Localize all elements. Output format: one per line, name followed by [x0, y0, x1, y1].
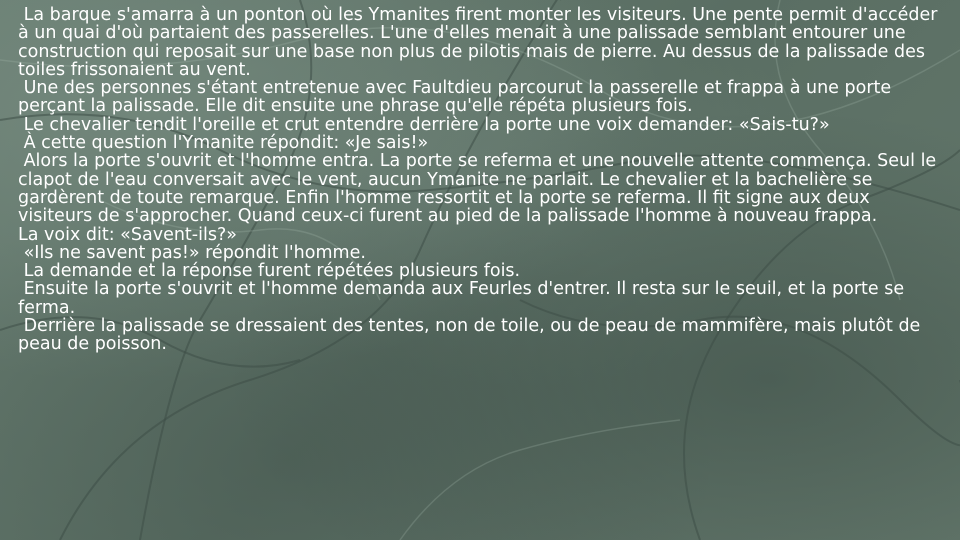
paragraph: La demande et la réponse furent répétées plusieurs fois.	[18, 261, 521, 282]
paragraph: Derrière la palissade se dressaient des tentes, non de toile, ou de peau de mammifère, mais plutôt de peau de poisson.	[18, 316, 926, 355]
paragraph: «Ils ne savent pas!» répondit l'homme.	[18, 242, 366, 263]
paragraph: Une des personnes s'étant entretenue avec Faultdieu parcourut la passerelle et frappa à une porte perçant la palissade. Elle dit ensuite une phrase qu'elle répéta plusieurs fois.	[18, 78, 897, 117]
paragraph: Ensuite la porte s'ouvrit et l'homme demanda aux Feurles d'entrer. Il resta sur le seuil, et la porte se ferma.	[18, 279, 910, 318]
paragraph: Alors la porte s'ouvrit et l'homme entra. La porte se referma et une nouvelle attente commença. Seul le clapot de l'eau conversait avec le vent, aucun Ymanite ne parlait. Le chevalier et la bachelière se gardèrent de toute remarque. Enfin l'homme ressortit et la porte se referma. Il fit signe aux deux visiteurs de s'approcher. Quand ceux-ci furent au pied de la palissade l'homme à nouveau frappa.	[18, 151, 942, 227]
paragraph: La voix dit: «Savent-ils?»	[18, 224, 237, 245]
document-text	[18, 6, 943, 354]
paragraph: À cette question l'Ymanite répondit: «Je sais!»	[18, 133, 429, 154]
paragraph: La barque s'amarra à un ponton où les Ymanites firent monter les visiteurs. Une pente permit d'accéder à un quai d'où partaient des passerelles. L'une d'elles menait à une palissade semblant entourer une construction qui reposait sur une base non plus de pilotis mais de pierre. Au dessus de la palissade des toiles frissonaient au vent.	[18, 5, 944, 80]
paragraph: Le chevalier tendit l'oreille et crut entendre derrière la porte une voix demander: «Sais-tu?»	[18, 114, 830, 135]
